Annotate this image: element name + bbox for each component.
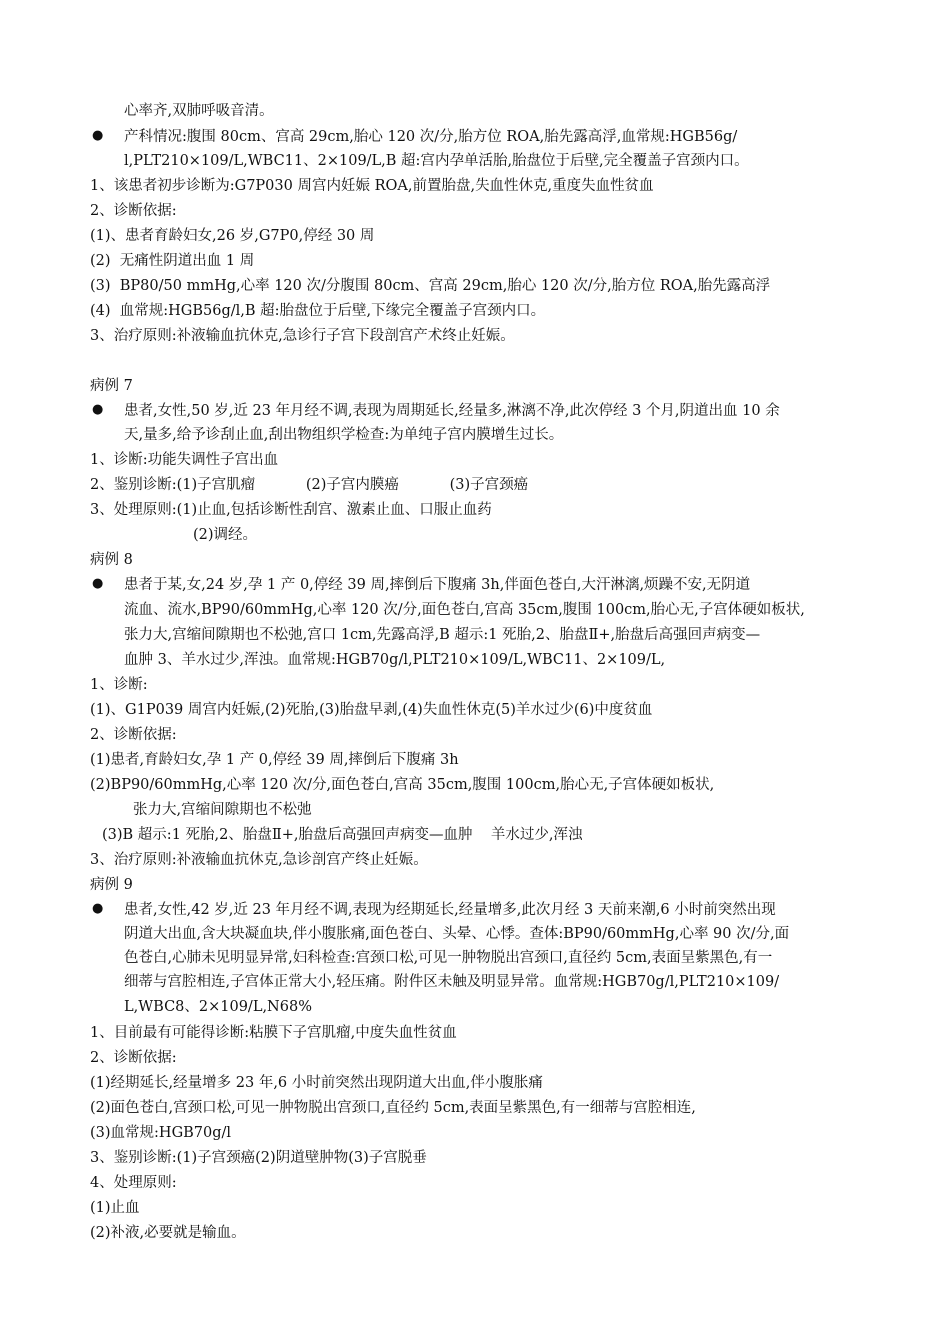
bullet-text: L,WBC8、2×109/L,N68%: [124, 999, 312, 1015]
bullet-icon: ●: [92, 402, 104, 417]
text-line: 张力大,宫缩间隙期也不松弛: [133, 802, 312, 818]
bullet-text: 细蒂与宫腔相连,子宫体正常大小,轻压痛。附件区未触及明显异常。血常规:HGB70g/l,PLT210×109/: [124, 974, 780, 990]
text-line: (3)血常规:HGB70g/l: [90, 1125, 232, 1141]
bullet-text: 色苍白,心肺未见明显异常,妇科检查:宫颈口松,可见一肿物脱出宫颈口,直径约 5cm,表面呈紫黑色,有一: [124, 950, 773, 966]
bullet-text: 患者于某,女,24 岁,孕 1 产 0,停经 39 周,摔倒后下腹痛 3h,伴面色苍白,大汗淋漓,烦躁不安,无阴道: [124, 577, 751, 593]
text-line: (4) 血常规:HGB56g/l,B 超:胎盘位于后壁,下缘完全覆盖子宫颈内口。: [90, 303, 546, 319]
text-line: (3) BP80/50 mmHg,心率 120 次/分腹围 80cm、宫高 29cm,胎心 120 次/分,胎方位 ROA,胎先露高浮: [90, 278, 771, 294]
text-line: 3、治疗原则:补液输血抗休克,急诊行子宫下段剖宫产术终止妊娠。: [90, 328, 515, 344]
text-line: (2) 无痛性阴道出血 1 周: [90, 253, 255, 269]
text-line: 1、诊断:: [90, 677, 148, 693]
bullet-text: 阴道大出血,含大块凝血块,伴小腹胀痛,面色苍白、头晕、心悸。查体:BP90/60mmHg,心率 90 次/分,面: [124, 926, 790, 942]
text-line: (1)止血: [90, 1200, 140, 1216]
text-line: (1)经期延长,经量增多 23 年,6 小时前突然出现阴道大出血,伴小腹胀痛: [90, 1075, 543, 1091]
text-line: 2、诊断依据:: [90, 1050, 177, 1066]
text-line: 2、诊断依据:: [90, 203, 177, 219]
text-line: 心率齐,双肺呼吸音清。: [124, 103, 274, 119]
bullet-text: 血肿 3、羊水过少,浑浊。血常规:HGB70g/l,PLT210×109/L,WBC11、2×109/L,: [124, 652, 666, 668]
bullet-text: 张力大,宫缩间隙期也不松弛,宫口 1cm,先露高浮,B 超示:1 死胎,2、胎盘Ⅱ+,胎盘后高强回声病变—: [124, 627, 761, 643]
text-line: (2)BP90/60mmHg,心率 120 次/分,面色苍白,宫高 35cm,腹围 100cm,胎心无,子宫体硬如板状,: [90, 777, 715, 793]
case-heading: 病例 8: [90, 552, 133, 568]
text-line: (1)、患者育龄妇女,26 岁,G7P0,停经 30 周: [90, 228, 375, 244]
text-line: (2)补液,必要就是输血。: [90, 1225, 246, 1241]
bullet-text: 患者,女性,50 岁,近 23 年月经不调,表现为周期延长,经量多,淋漓不净,此次停经 3 个月,阴道出血 10 余: [124, 403, 780, 419]
case-heading: 病例 9: [90, 877, 133, 893]
bullet-text: 产科情况:腹围 80cm、宫高 29cm,胎心 120 次/分,胎方位 ROA,胎先露高浮,血常规:HGB56g/: [124, 129, 738, 145]
bullet-text: 天,量多,给予诊刮止血,刮出物组织学检查:为单纯子宫内膜增生过长。: [124, 427, 564, 443]
case-heading: 病例 7: [90, 378, 133, 394]
text-line: (3)B 超示:1 死胎,2、胎盘Ⅱ+,胎盘后高强回声病变—血肿 羊水过少,浑浊: [102, 827, 583, 843]
bullet-icon: ●: [92, 901, 104, 916]
text-line: 1、该患者初步诊断为:G7P030 周宫内妊娠 ROA,前置胎盘,失血性休克,重度失血性贫血: [90, 178, 654, 194]
text-line: (2)面色苍白,宫颈口松,可见一肿物脱出宫颈口,直径约 5cm,表面呈紫黑色,有一细蒂与宫腔相连,: [90, 1100, 696, 1116]
bullet-icon: ●: [92, 128, 104, 143]
text-line: 3、治疗原则:补液输血抗休克,急诊剖宫产终止妊娠。: [90, 852, 428, 868]
text-line: 2、鉴别诊断:(1)子宫肌瘤 (2)子宫内膜癌 (3)子宫颈癌: [90, 477, 529, 493]
text-line: 3、鉴别诊断:(1)子宫颈癌(2)阴道壁肿物(3)子宫脱垂: [90, 1150, 427, 1166]
bullet-text: l,PLT210×109/L,WBC11、2×109/L,B 超:宫内孕单活胎,胎盘位于后壁,完全覆盖子宫颈内口。: [124, 153, 749, 169]
text-line: 1、目前最有可能得诊断:粘膜下子宫肌瘤,中度失血性贫血: [90, 1025, 457, 1041]
text-line: 4、处理原则:: [90, 1175, 177, 1191]
text-line: 3、处理原则:(1)止血,包括诊断性刮宫、激素止血、口服止血药: [90, 502, 492, 518]
bullet-text: 流血、流水,BP90/60mmHg,心率 120 次/分,面色苍白,宫高 35cm,腹围 100cm,胎心无,子宫体硬如板状,: [124, 602, 805, 618]
bullet-icon: ●: [92, 576, 104, 591]
bullet-text: 患者,女性,42 岁,近 23 年月经不调,表现为经期延长,经量增多,此次月经 3 天前来潮,6 小时前突然出现: [124, 902, 776, 918]
text-line: 1、诊断:功能失调性子宫出血: [90, 452, 279, 468]
text-line: (1)患者,育龄妇女,孕 1 产 0,停经 39 周,摔倒后下腹痛 3h: [90, 752, 459, 768]
text-line: (2)调经。: [193, 527, 258, 543]
text-line: (1)、G1P039 周宫内妊娠,(2)死胎,(3)胎盘早剥,(4)失血性休克(5)羊水过少(6)中度贫血: [90, 702, 653, 718]
text-line: 2、诊断依据:: [90, 727, 177, 743]
